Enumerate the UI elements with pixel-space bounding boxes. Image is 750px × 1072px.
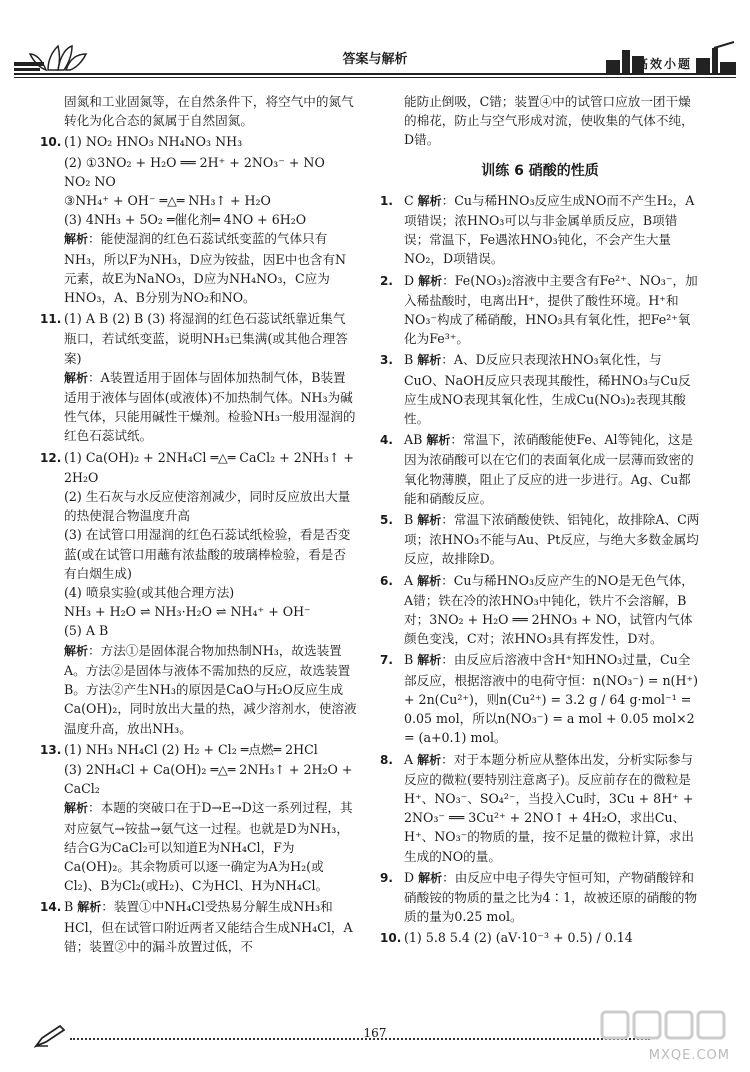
answer-text <box>40 602 358 621</box>
item-number: 5. <box>380 513 393 528</box>
item-number: 14. <box>40 900 62 915</box>
analysis-text: ：对于本题分析应从整体出发，分析实际参与反应的微粒(要特别注意离子)。反应前存在的微粒是H⁺、NO₃⁻、SO₄²⁻，当投入Cu时，3Cu + 8H⁺ + 2NO₃⁻ ══ 3Cu²⁺ + 2NO↑ + 4H₂O，求出Cu、H⁺、NO₃⁻的物质的量，按不足量的微粒计算，求出生成的NO的量。 <box>404 751 694 864</box>
analysis-label: 解析 <box>64 801 89 816</box>
answer-text <box>380 92 700 150</box>
analysis-label: 解析 <box>417 193 442 208</box>
item-text: B <box>404 352 418 368</box>
item-text: (1) 5.8 5.4 (2) (aV·10⁻³ + 0.5) / 0.14 <box>404 930 633 946</box>
header-rule <box>14 73 736 75</box>
item-text: (3) 4NH₃ + 5O₂ ═催化剂═ 4NO + 6H₂O <box>64 212 307 228</box>
analysis-text: ：由反应中电子得失守恒可知，产物硝酸锌和硝酸铵的物质的量之比为4∶1，故被还原的硝酸的物质的量为0.25 mol。 <box>404 869 698 925</box>
answer-item <box>40 309 358 368</box>
page-header <box>0 40 750 88</box>
answer-text <box>40 525 358 583</box>
item-text: A <box>404 572 418 588</box>
analysis-label: 解析 <box>417 653 442 668</box>
answer-text <box>40 583 358 602</box>
item-number: 12. <box>40 450 62 465</box>
item-text: ：方法①是固体混合物加热制NH₃，故选装置A。方法②是固体与液体不需加热的反应，故选装置B。方法②产生NH₃的原因是CaO与H₂O反应生成Ca(OH)₂，同时放出大量的热，减少溶剂水，使溶液温度升高，放出NH₃。 <box>64 642 357 736</box>
item-text: C <box>404 192 418 208</box>
answer-text <box>40 153 358 172</box>
item-text: (5) A B <box>64 623 109 639</box>
analysis-text: ：常温下浓硝酸使铁、铝钝化，故排除A、C两项；浓HNO₃不能与Au、Pt反应，与绝大多数金属均反应，故排除D。 <box>404 512 700 567</box>
item-text: D <box>404 272 419 288</box>
answer-text <box>40 368 358 446</box>
item-number: 8. <box>380 752 393 767</box>
answer-item <box>380 650 700 747</box>
analysis-label: 解析 <box>77 900 102 915</box>
item-text: (1) Ca(OH)₂ + 2NH₄Cl ═△═ CaCl₂ + 2NH₃↑ + 2H₂O <box>64 449 354 485</box>
analysis-text: ：Cu与稀HNO₃反应生成NO而不产生H₂，A项错误；浓HNO₃可以与非金属单质反应，B项错误；常温下，Fe遇浓HNO₃钝化，不会产生大量NO₂，D项错误。 <box>404 192 695 267</box>
item-number: 4. <box>380 433 393 448</box>
item-number: 3. <box>380 353 393 368</box>
analysis-text: ：A、D反应只表现浓HNO₃氧化性，与CuO、NaOH反应只表现其酸性，稀HNO₃与Cu反应生成NO表现其氧化性，生成Cu(NO₃)₂表现其酸性。 <box>404 352 691 427</box>
item-text: (1) NO₂ HNO₃ NH₄NO₃ NH₃ <box>64 134 243 150</box>
analysis-label: 解析 <box>418 870 443 885</box>
item-number: 10. <box>40 135 62 150</box>
page-footer <box>0 1010 750 1063</box>
item-number: 7. <box>380 653 393 668</box>
item-text: NH₃ + H₂O ⇌ NH₃·H₂O ⇌ NH₄⁺ + OH⁻ <box>64 604 311 620</box>
left-column <box>40 92 358 956</box>
analysis-text: ：常温下，浓硝酸能使Fe、Al等钝化，这是因为浓硝酸可以在它们的表面氧化成一层薄而致密的氧化物薄膜，阻止了反应的进一步进行。Ag、Cu都能和硝酸反应。 <box>404 432 694 506</box>
answer-text <box>40 798 358 895</box>
item-text: ：本题的突破口在于D→E→D这一系列过程，其对应氨气→铵盐→氨气这一过程。也就是D为NH₃，结合G为CaCl₂可以知道E为NH₄Cl，F为Ca(OH)₂。其余物质可以逐一确定为A为H₂(或Cl₂)、B为Cl₂(或H₂)、C为HCl、H为NH₄Cl。 <box>64 800 353 894</box>
item-text: 能防止倒吸，C错；装置④中的试管口应放一团干燥的棉花，防止与空气形成对流，使收集的气体不纯，D错。 <box>404 94 694 148</box>
header-brand: 高效小题 <box>635 57 692 71</box>
answer-item <box>380 928 700 948</box>
answer-text <box>40 191 358 210</box>
page-number: 167 <box>363 1026 387 1040</box>
answer-item <box>380 191 700 269</box>
analysis-label: 解析 <box>417 513 442 528</box>
item-text: D <box>404 869 419 885</box>
item-text: (2) ①3NO₂ + H₂O ══ 2H⁺ + 2NO₃⁻ + NO <box>64 154 325 170</box>
item-text: ：A装置适用于固体与固体加热制气体，B装置适用于液体与固体(或液体)不加热制气体。NH₃为碱性气体，只能用碱性干燥剂。检验NH₃一般用湿润的红色石蕊试纸。 <box>64 369 356 444</box>
answer-text <box>40 92 358 130</box>
analysis-text: ：Cu与稀HNO₃反应产生的NO是无色气体，A错；铁在冷的浓HNO₃中钝化，铁片不会溶解，B对；3NO₂ + H₂O ══ 2HNO₃ + NO，试管内气体颜色变浅，C对；浓HNO₃具有挥发性，D对。 <box>404 572 694 647</box>
watermark-text: MXQE.COM <box>648 1048 730 1063</box>
answer-item <box>40 897 358 956</box>
answer-item <box>380 271 700 349</box>
item-text: (4) 喷泉实验(或其他合理方法) <box>64 585 235 601</box>
section-title: 训练 6 硝酸的性质 <box>481 162 599 179</box>
item-number: 11. <box>40 312 62 327</box>
item-text: (3) 2NH₄Cl + Ca(OH)₂ ═△═ 2NH₃↑ + 2H₂O + CaCl₂ <box>64 761 353 797</box>
item-text: AB <box>404 432 427 448</box>
answer-text <box>40 641 358 738</box>
item-text: ：能使湿润的红色石蕊试纸变蓝的气体只有NH₃，所以F为NH₃，D应为铵盐，因E中也含有N元素，故E为NaNO₃，D应为NH₄NO₃，C应为HNO₃，A、B分别为NO₂和NO。 <box>64 231 347 306</box>
answer-item <box>40 448 358 487</box>
item-number: 1. <box>380 193 393 208</box>
item-number: 13. <box>40 742 62 757</box>
right-column <box>380 92 700 949</box>
item-text: B <box>404 512 418 528</box>
item-number: 6. <box>380 573 393 588</box>
answer-item <box>380 571 700 649</box>
analysis-label: 解析 <box>426 433 451 448</box>
answer-text <box>40 621 358 640</box>
answer-item <box>380 868 700 927</box>
header-title: 答案与解析 <box>342 52 408 67</box>
item-text: B <box>404 652 418 668</box>
answer-text <box>40 172 358 191</box>
answer-item <box>380 510 700 569</box>
answer-text <box>40 760 358 798</box>
item-text: 固氮和工业固氮等，在自然条件下，将空气中的氮气转化为化合态的氮属于自然固氮。 <box>64 94 354 129</box>
analysis-label: 解析 <box>417 353 442 368</box>
item-number: 10. <box>380 931 402 946</box>
answer-item <box>40 740 358 760</box>
answer-item <box>380 430 700 508</box>
answer-text <box>40 210 358 229</box>
answer-item <box>380 750 700 866</box>
analysis-label: 解析 <box>64 232 89 247</box>
item-text: NO₂ NO <box>64 173 116 189</box>
item-text: B <box>64 899 78 915</box>
analysis-label: 解析 <box>64 370 89 385</box>
answer-text <box>40 229 358 307</box>
header-rule-thin <box>14 77 736 78</box>
answer-item <box>380 350 700 428</box>
item-text: ③NH₄⁺ + OH⁻ ═△═ NH₃↑ + H₂O <box>64 193 271 209</box>
item-number: 9. <box>380 870 393 885</box>
analysis-label: 解析 <box>418 273 443 288</box>
item-text: (2) 生石灰与水反应使溶剂减少，同时反应放出大量的热使混合物温度升高 <box>64 489 351 524</box>
item-text: (1) NH₃ NH₄Cl (2) H₂ + Cl₂ ═点燃═ 2HCl <box>64 741 318 757</box>
item-text: (3) 在试管口用湿润的红色石蕊试纸检验，看是否变蓝(或在试管口用蘸有浓盐酸的玻璃棒检验，看是否有白烟生成) <box>64 527 351 581</box>
analysis-label: 解析 <box>417 573 442 588</box>
analysis-label: 解析 <box>417 752 442 767</box>
analysis-label: 解析 <box>64 643 89 658</box>
item-number: 2. <box>380 273 393 288</box>
analysis-text: ：装置①中NH₄Cl受热易分解生成NH₃和HCl，但在试管口附近两者又能结合生成NH₄Cl，A错；装置②中的漏斗放置过低，不 <box>64 899 353 954</box>
analysis-text: ：由反应后溶液中含H⁺知HNO₃过量，Cu全部反应，根据溶液中的电荷守恒：n(NO₃⁻) = n(H⁺) + 2n(Cu²⁺)，则n(Cu²⁺) = 3.2 g / 64 g·mol⁻¹ = 0.05 mol，所以n(NO₃⁻) = a mol + 0.05 mol×2 = (a+0.1) mol。 <box>404 652 699 746</box>
answer-text <box>40 487 358 525</box>
item-text: A <box>404 751 418 767</box>
item-text: (1) A B (2) B (3) 将湿润的红色石蕊试纸靠近集气瓶口，若试纸变蓝，说明NH₃已集满(或其他合理答案) <box>64 311 348 366</box>
answer-item <box>40 132 358 152</box>
analysis-text: ：Fe(NO₃)₂溶液中主要含有Fe²⁺、NO₃⁻，加入稀盐酸时，电离出H⁺，提供了酸性环境。H⁺和NO₃⁻构成了稀硝酸，HNO₃具有氧化性，把Fe²⁺氧化为Fe³⁺。 <box>404 272 698 347</box>
